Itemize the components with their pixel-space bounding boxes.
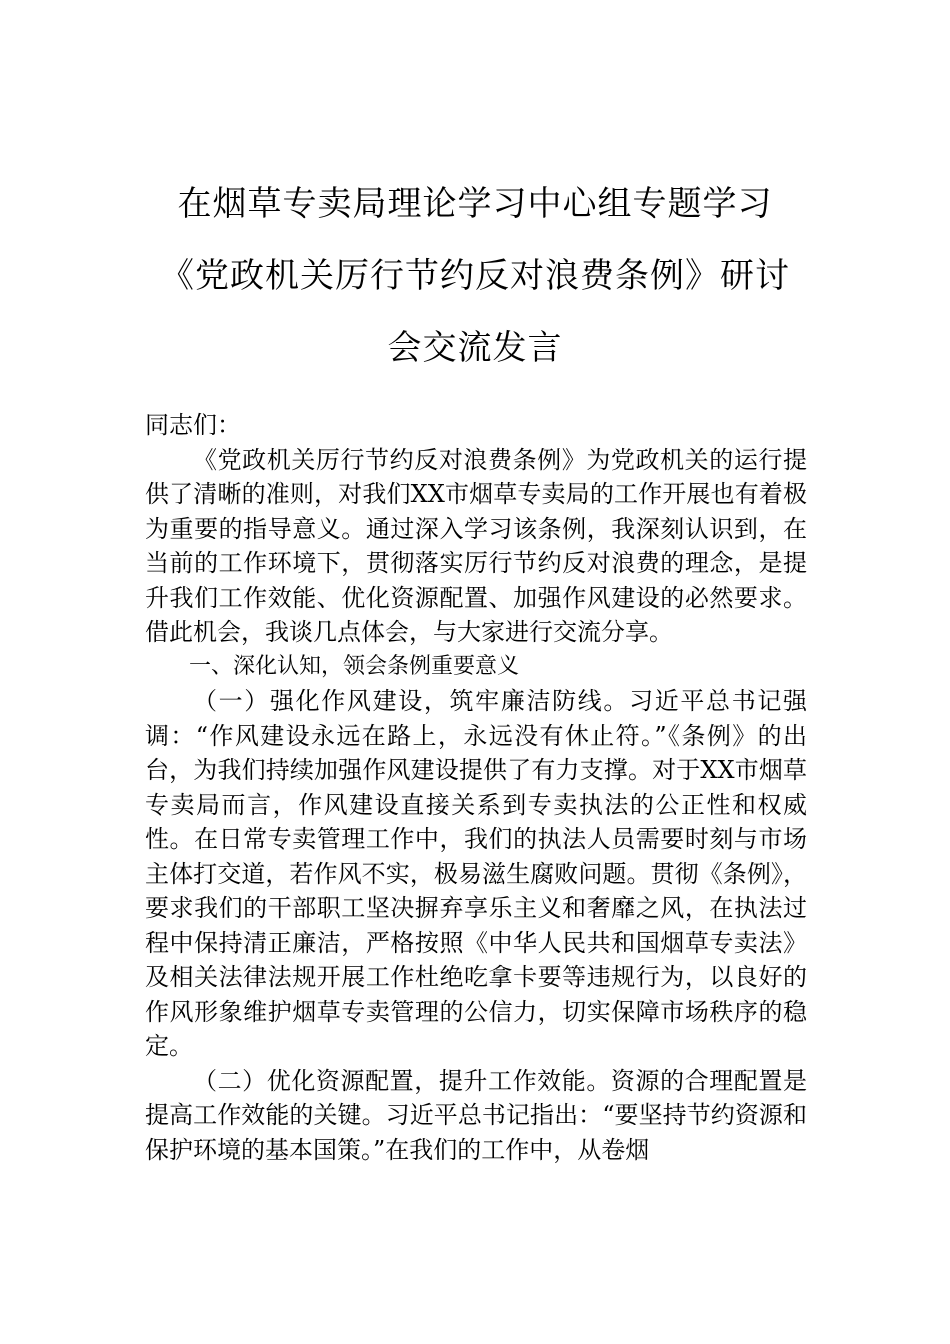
section-1-paragraph-1: （一）强化作风建设，筑牢廉洁防线。习近平总书记强调：“作风建设永远在路上，永远没有休止符。”《条例》的出台，为我们持续加强作风建设提供了有力支撑。对于XX市烟草专卖局而言，作风建设直接关系到专卖执法的公正性和权威性。在日常专卖管理工作中，我们的执法人员需要时刻与市场主体打交道，若作风不实，极易滋生腐败问题。贯彻《条例》，要求我们的干部职工坚决摒弃享乐主义和奢靡之风，在执法过程中保持清正廉洁，严格按照《中华人民共和国烟草专卖法》及相关法律法规开展工作杜绝吃拿卡要等违规行为，以良好的作风形象维护烟草专卖管理的公信力，切实保障市场秩序的稳定。 xyxy=(145,687,807,1060)
section-heading-1: 一、深化认知，领会条例重要意义 xyxy=(189,653,520,679)
document-title: 在烟草专卖局理论学习中心组专题学习《党政机关厉行节约反对浪费条例》研讨会交流发言 xyxy=(160,184,790,368)
intro-paragraph: 《党政机关厉行节约反对浪费条例》为党政机关的运行提供了清晰的准则，对我们XX市烟草专卖局的工作开展也有着极为重要的指导意义。通过深入学习该条例，我深刻认识到，在当前的工作环境下，贯彻落实厉行节约反对浪费的理念，是提升我们工作效能、优化资源配置、加强作风建设的必然要求。借此机会，我谈几点体会，与大家进行交流分享。 xyxy=(145,445,807,646)
salutation: 同志们： xyxy=(145,411,241,439)
section-1-paragraph-2: （二）优化资源配置，提升工作效能。资源的合理配置是提高工作效能的关键。习近平总书记指出：“要坚持节约资源和保护环境的基本国策。”在我们的工作中，从卷烟 xyxy=(145,1066,807,1164)
document-body xyxy=(145,408,807,1167)
